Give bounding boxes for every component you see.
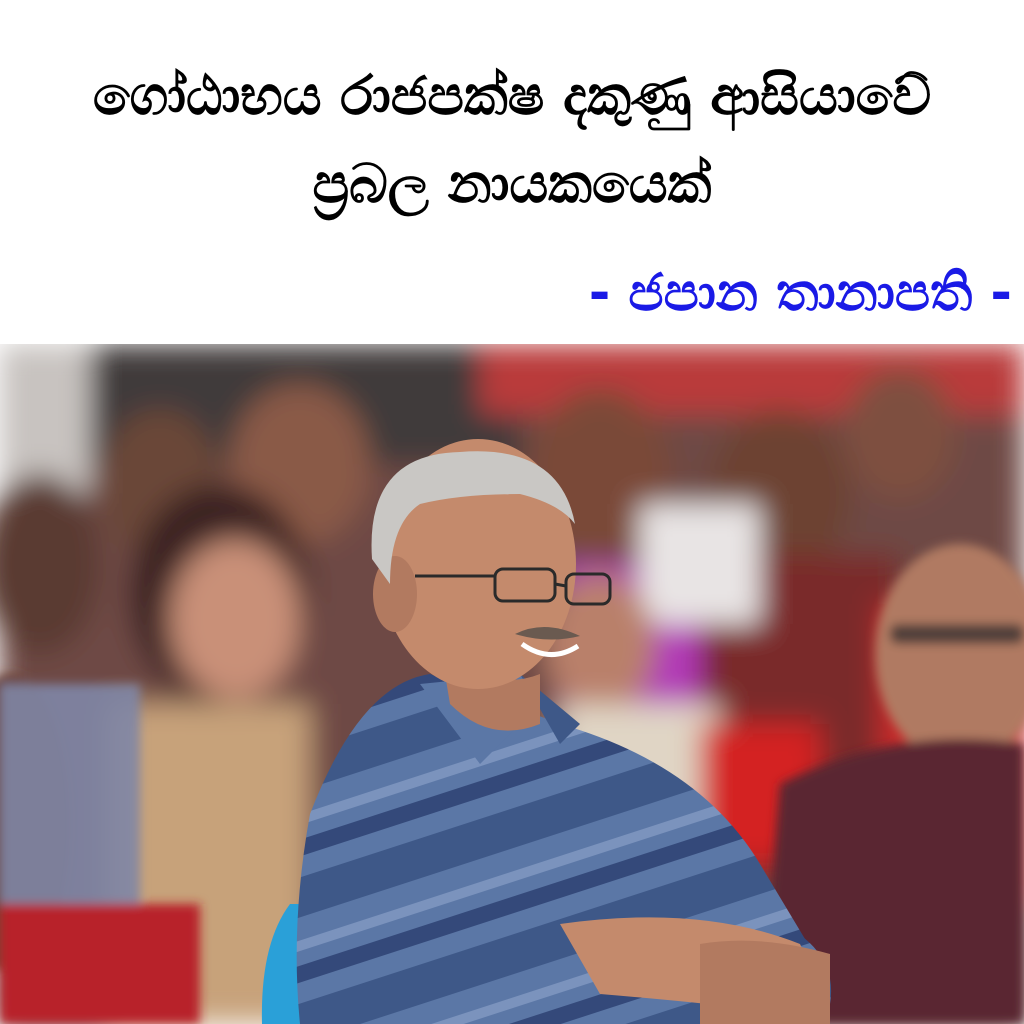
headline-line-2: ප්‍රබල නායකයෙක් [312, 152, 712, 215]
headline-line-1: ගෝඨාභය රාජපක්ෂ දකුණු ආසියාවේ [92, 64, 932, 127]
audience-photo [0, 344, 1024, 1024]
text-header [0, 0, 1024, 344]
attribution-quote-source: - ජපාන තානාපති - [588, 263, 1012, 323]
headline [0, 52, 1024, 228]
